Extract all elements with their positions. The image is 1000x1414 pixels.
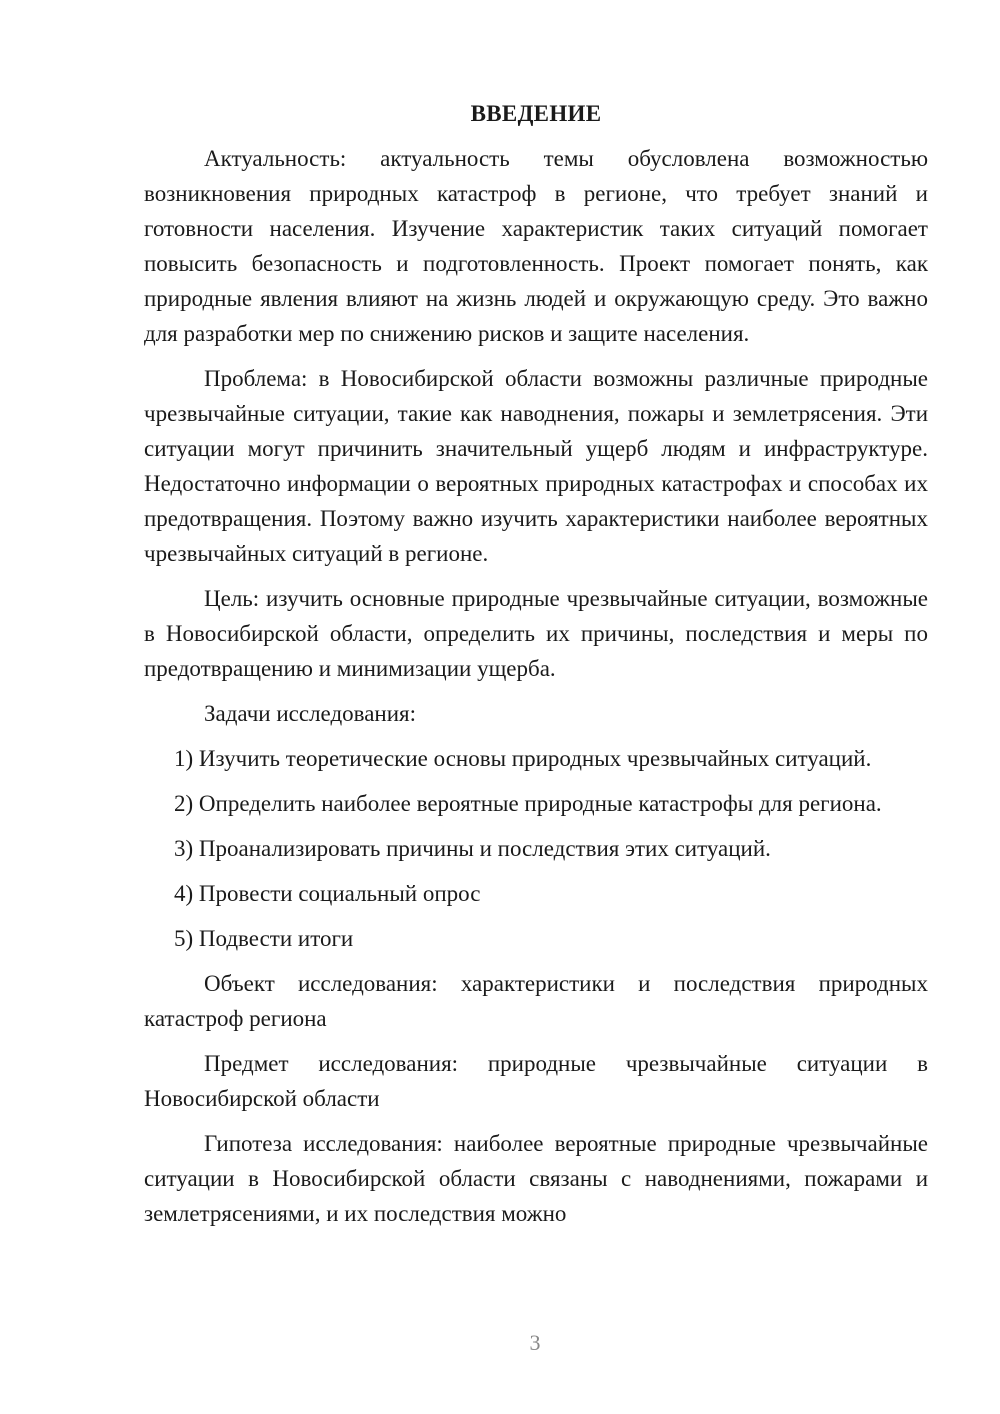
task-item: 3) Проанализировать причины и последствия этих ситуаций. [174,836,771,861]
page-content [144,96,928,1241]
paragraph-object: Объект исследования: характеристики и последствия природных катастроф региона [144,971,928,1031]
paragraph-goal: Цель: изучить основные природные чрезвычайные ситуации, возможные в Новосибирской области, определить их причины, последствия и меры по предотвращению и минимизации ущерба. [144,586,928,681]
page-number: 3 [529,1330,541,1355]
tasks-heading: Задачи исследования: [204,701,417,726]
paragraph-hypothesis: Гипотеза исследования: наиболее вероятные природные чрезвычайные ситуации в Новосибирской области связаны с наводнениями, пожарами и землетрясениями, и их последствия можно [144,1131,928,1226]
task-item: 4) Провести социальный опрос [174,881,481,906]
paragraph-relevance: Актуальность: актуальность темы обусловлена возможностью возникновения природных катастроф в регионе, что требует знаний и готовности населения. Изучение характеристик таких ситуаций помогает повысить безопасность и подготовленность. Проект помогает понять, как природные явления влияют на жизнь людей и окружающую среду. Это важно для разработки мер по снижению рисков и защите населения. [144,146,928,346]
task-item: 2) Определить наиболее вероятные природные катастрофы для региона. [174,791,882,816]
task-item: 5) Подвести итоги [174,926,354,951]
task-item: 1) Изучить теоретические основы природных чрезвычайных ситуаций. [174,746,872,771]
page-title: ВВЕДЕНИЕ [470,101,602,126]
paragraph-subject: Предмет исследования: природные чрезвычайные ситуации в Новосибирской области [144,1051,928,1111]
paragraph-problem: Проблема: в Новосибирской области возможны различные природные чрезвычайные ситуации, такие как наводнения, пожары и землетрясения. Эти ситуации могут причинить значительный ущерб людям и инфраструктуре. Недостаточно информации о вероятных природных катастрофах и способах их предотвращения. Поэтому важно изучить характеристики наиболее вероятных чрезвычайных ситуаций в регионе. [144,366,928,566]
